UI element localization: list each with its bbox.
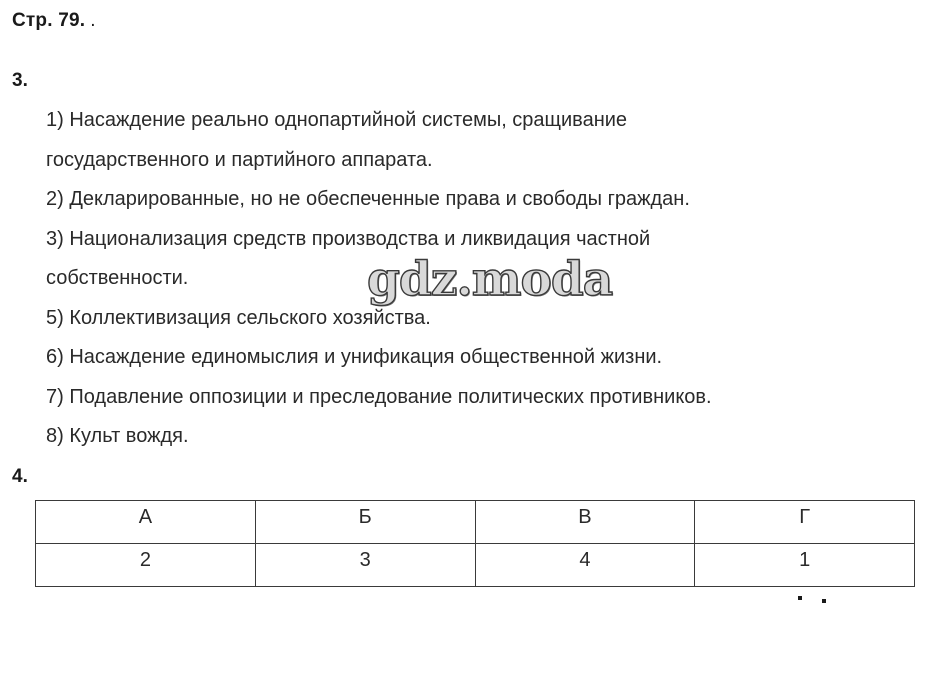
answer-line: 8) Культ вождя. [46, 425, 189, 447]
answer-line: государственного и партийного аппарата. [46, 148, 433, 171]
task-3-number: 3. [12, 70, 28, 91]
watermark-logo: gdz.moda [367, 252, 613, 307]
page-header [12, 10, 96, 32]
task-4-number: 4. [12, 466, 28, 487]
answer-line: 6) Насаждение единомыслия и унификация общественной жизни. [46, 346, 663, 368]
table-header-row [36, 501, 915, 544]
answer-line: 3) Национализация средств производства и ликвидация частной [46, 227, 651, 250]
answer-line: 1) Насаждение реально однопартийной системы, сращивание [46, 109, 628, 131]
table-cell: 2 [36, 544, 256, 587]
table-header-cell: А [36, 501, 256, 544]
table-row [36, 544, 915, 587]
table-cell: 3 [255, 544, 475, 587]
table-cell: 1 [695, 544, 915, 587]
trailing-mark: . [90, 10, 96, 31]
table-header-cell: Б [255, 501, 475, 544]
answer-line: 5) Коллективизация сельского хозяйства. [46, 306, 431, 329]
answer-line: 2) Декларированные, но не обеспеченные права и свободы граждан. [46, 188, 690, 210]
answer-line: 7) Подавление оппозиции и преследование политических противников. [46, 385, 712, 408]
task-4-answer-table [35, 500, 915, 587]
scan-smudge [630, 574, 690, 586]
scan-speck [822, 599, 826, 603]
table-header-cell: В [475, 501, 695, 544]
table-cell: 4 [475, 544, 695, 587]
answer-line: собственности. [46, 267, 189, 289]
table-header-cell: Г [695, 501, 915, 544]
page-label: Стр. 79. [12, 10, 86, 31]
scan-speck [798, 596, 802, 600]
